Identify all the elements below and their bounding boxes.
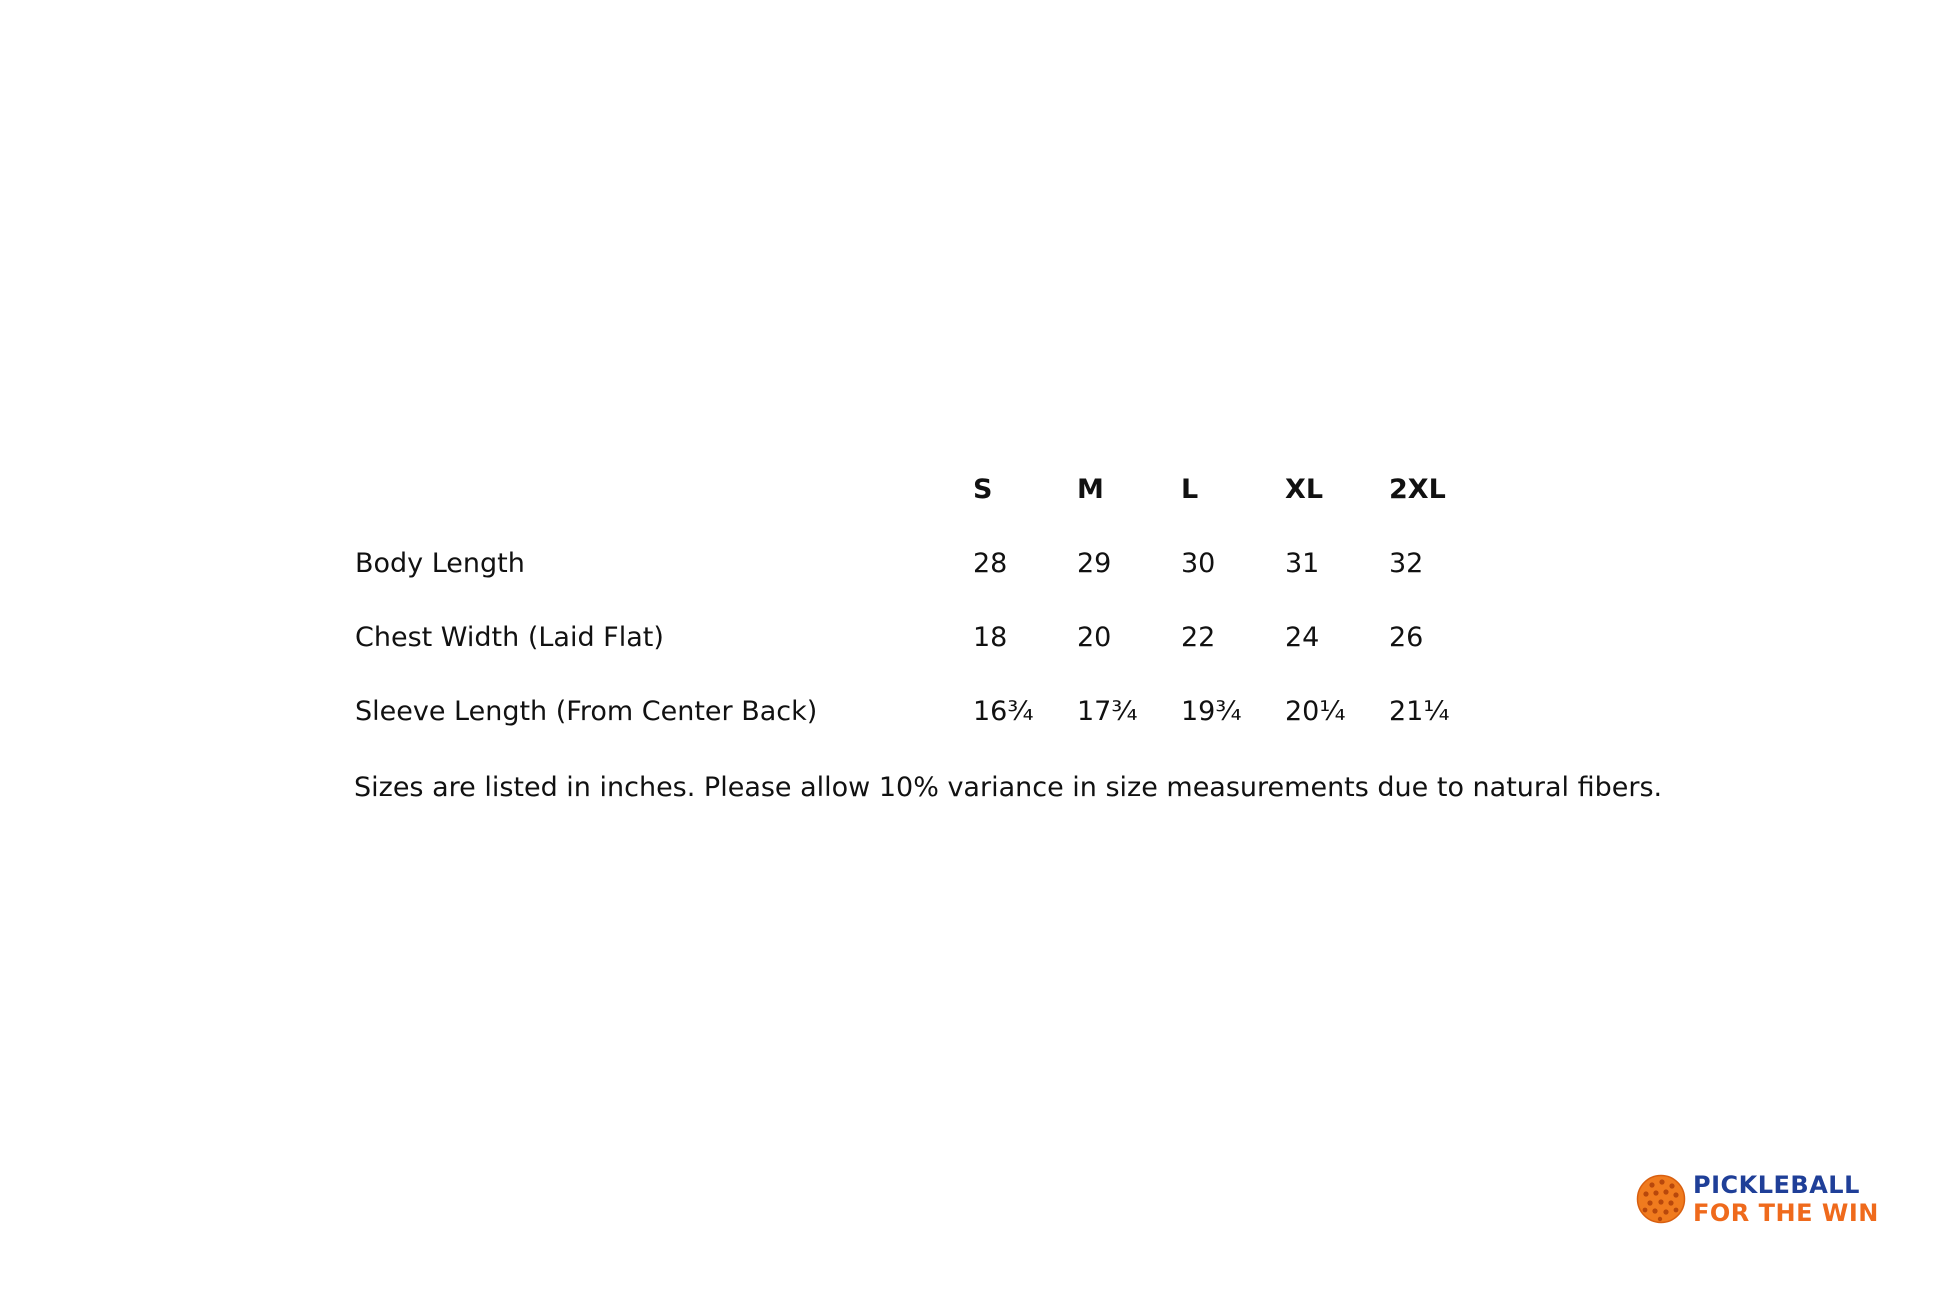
size-header-s: S <box>973 473 993 505</box>
size-note: Sizes are listed in inches. Please allow 10% variance in size measurements due to natural fibers. <box>354 772 1663 803</box>
size-header-xl: XL <box>1285 473 1324 505</box>
table-row <box>355 674 1493 748</box>
brand-logo <box>1636 1170 1881 1228</box>
row-label: Chest Width (Laid Flat) <box>355 621 664 653</box>
table-cell: 26 <box>1389 621 1424 653</box>
table-cell: 21¼ <box>1389 695 1450 727</box>
row-label: Body Length <box>355 547 525 579</box>
table-header-cell <box>355 452 973 526</box>
size-table <box>355 452 1493 748</box>
table-cell: 16¾ <box>973 695 1034 727</box>
table-cell: 31 <box>1285 547 1320 579</box>
size-header-2xl: 2XL <box>1389 473 1446 505</box>
size-header-m: M <box>1077 473 1104 505</box>
table-cell: 29 <box>1077 547 1112 579</box>
table-cell: 18 <box>973 621 1008 653</box>
logo-text-line1: PICKLEBALL <box>1693 1171 1860 1199</box>
table-cell: 24 <box>1285 621 1320 653</box>
size-header-l: L <box>1181 473 1199 505</box>
table-cell: 28 <box>973 547 1008 579</box>
pickleball-icon <box>1636 1174 1686 1224</box>
table-cell: 30 <box>1181 547 1216 579</box>
table-cell: 19¾ <box>1181 695 1242 727</box>
logo-text-line2: FOR THE WIN <box>1693 1199 1879 1227</box>
table-cell: 20 <box>1077 621 1112 653</box>
table-cell: 22 <box>1181 621 1216 653</box>
table-row <box>355 526 1493 600</box>
row-label: Sleeve Length (From Center Back) <box>355 695 818 727</box>
table-cell: 17¾ <box>1077 695 1138 727</box>
table-header-row <box>355 452 1493 526</box>
table-cell: 32 <box>1389 547 1424 579</box>
table-cell: 20¼ <box>1285 695 1346 727</box>
table-row <box>355 600 1493 674</box>
